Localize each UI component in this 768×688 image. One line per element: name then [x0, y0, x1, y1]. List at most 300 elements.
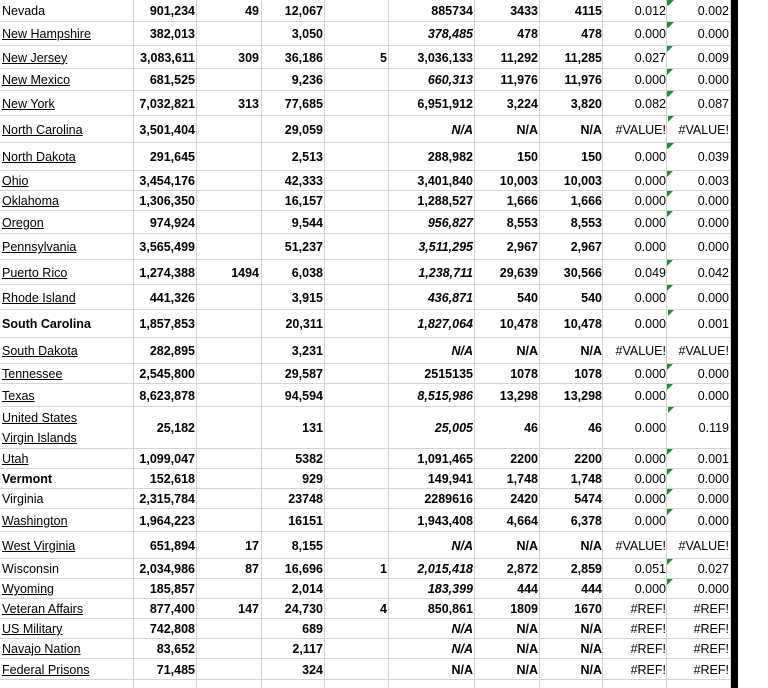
- value-cell-c4[interactable]: [325, 285, 387, 310]
- value-cell-c3[interactable]: 29,587: [284, 367, 323, 381]
- value-cell-c1[interactable]: 152,618: [149, 472, 195, 486]
- row-name-cell[interactable]: [2, 22, 132, 46]
- value-cell-c6[interactable]: 3433: [510, 4, 538, 18]
- value-cell-c6[interactable]: N/A: [516, 642, 538, 656]
- value-cell-c8[interactable]: 0.000: [634, 73, 666, 87]
- value-cell-c9[interactable]: #REF!: [693, 642, 729, 656]
- value-cell-c2[interactable]: [198, 407, 259, 449]
- row-name-cell[interactable]: [2, 211, 132, 234]
- value-cell-c2[interactable]: [198, 310, 259, 338]
- table-row[interactable]: [0, 407, 731, 449]
- value-cell-c4[interactable]: 5: [380, 50, 387, 65]
- value-cell-c4[interactable]: [325, 489, 387, 509]
- value-cell-c3[interactable]: 2,117: [292, 642, 323, 656]
- value-cell-c1[interactable]: 25,182: [156, 421, 195, 435]
- value-cell-c6[interactable]: 10,003: [499, 174, 538, 188]
- value-cell-c4[interactable]: [325, 22, 387, 46]
- value-cell-c3[interactable]: 2,014: [291, 582, 323, 596]
- value-cell-c1[interactable]: 742,808: [149, 622, 195, 636]
- value-cell-c1[interactable]: 291,645: [149, 150, 195, 164]
- value-cell-c6[interactable]: 3,224: [506, 96, 538, 111]
- value-cell-c8[interactable]: 0.049: [634, 265, 666, 280]
- row-name-cell[interactable]: [2, 116, 132, 143]
- table-row[interactable]: [0, 338, 731, 364]
- value-cell-c5[interactable]: 2,015,418: [417, 562, 473, 576]
- value-cell-c8[interactable]: 0.000: [634, 367, 666, 381]
- value-cell-c5[interactable]: 436,871: [427, 290, 473, 305]
- value-cell-c9[interactable]: 0.003: [697, 174, 729, 188]
- value-cell-c1[interactable]: 83,652: [156, 642, 195, 656]
- value-cell-c2[interactable]: 313: [238, 96, 259, 111]
- value-cell-c3[interactable]: 29,059: [284, 122, 323, 137]
- value-cell-c4[interactable]: [325, 234, 387, 260]
- value-cell-c9[interactable]: 0.000: [697, 215, 729, 230]
- value-cell-c5[interactable]: 183,399: [427, 582, 473, 596]
- value-cell-c5[interactable]: N/A: [451, 538, 473, 553]
- value-cell-c4[interactable]: [325, 91, 387, 116]
- value-cell-c5[interactable]: 6,951,912: [417, 96, 473, 111]
- value-cell-c8[interactable]: 0.000: [634, 27, 666, 41]
- value-cell-c3[interactable]: 3,231: [291, 344, 323, 358]
- value-cell-c6[interactable]: 2200: [510, 452, 538, 466]
- table-row[interactable]: [0, 285, 731, 310]
- value-cell-c7[interactable]: N/A: [580, 538, 602, 553]
- value-cell-c2[interactable]: [198, 659, 259, 680]
- value-cell-c9[interactable]: 0.001: [697, 317, 729, 331]
- value-cell-c9[interactable]: 0.000: [697, 472, 729, 486]
- value-cell-c9[interactable]: 0.000: [697, 513, 729, 528]
- value-cell-c8[interactable]: #VALUE!: [615, 122, 666, 137]
- value-cell-c5[interactable]: N/A: [451, 662, 473, 677]
- value-cell-c3[interactable]: 42,333: [284, 174, 323, 188]
- value-cell-c9[interactable]: 0.000: [697, 582, 729, 596]
- value-cell-c1[interactable]: 1,099,047: [139, 452, 195, 466]
- value-cell-c1[interactable]: 3,454,176: [139, 174, 195, 188]
- table-row[interactable]: [0, 384, 731, 407]
- value-cell-c7[interactable]: N/A: [580, 122, 602, 137]
- value-cell-c2[interactable]: [198, 234, 259, 260]
- row-name-cell[interactable]: [2, 191, 132, 211]
- table-row[interactable]: [0, 532, 731, 559]
- row-name[interactable]: New Mexico: [2, 73, 71, 87]
- value-cell-c8[interactable]: 0.000: [634, 421, 666, 435]
- row-name-cell[interactable]: [2, 532, 132, 559]
- row-name[interactable]: US Military: [2, 622, 63, 636]
- value-cell-c2[interactable]: [198, 211, 259, 234]
- value-cell-c6[interactable]: N/A: [516, 538, 538, 553]
- value-cell-c7[interactable]: 11,285: [564, 50, 602, 65]
- value-cell-c3[interactable]: 3,050: [291, 27, 323, 41]
- value-cell-c6[interactable]: N/A: [516, 662, 538, 677]
- value-cell-c3[interactable]: 9,544: [291, 215, 323, 230]
- value-cell-c1[interactable]: 901,234: [149, 4, 195, 18]
- value-cell-c7[interactable]: 478: [581, 27, 602, 41]
- value-cell-c2[interactable]: [198, 469, 259, 489]
- row-name-cell[interactable]: [2, 46, 132, 69]
- value-cell-c3[interactable]: 77,685: [284, 96, 323, 111]
- value-cell-c2[interactable]: 147: [238, 602, 259, 616]
- value-cell-c2[interactable]: [198, 619, 259, 639]
- row-name-cell[interactable]: [2, 364, 132, 384]
- value-cell-c1[interactable]: 7,032,821: [139, 96, 195, 111]
- value-cell-c3[interactable]: 12,067: [284, 4, 323, 18]
- value-cell-c9[interactable]: 0.000: [697, 194, 729, 208]
- value-cell-c9[interactable]: 0.000: [697, 290, 729, 305]
- value-cell-c7[interactable]: 3,820: [570, 96, 602, 111]
- row-name-cell[interactable]: [2, 579, 132, 599]
- value-cell-c6[interactable]: 8,553: [506, 215, 538, 230]
- value-cell-c6[interactable]: 1078: [510, 367, 538, 381]
- row-name-cell[interactable]: [2, 384, 132, 407]
- value-cell-c2[interactable]: [198, 364, 259, 384]
- value-cell-c3[interactable]: 51,237: [284, 240, 323, 254]
- value-cell-c1[interactable]: 282,895: [149, 344, 195, 358]
- value-cell-c9[interactable]: 0.087: [697, 96, 729, 111]
- table-row[interactable]: [0, 639, 731, 659]
- row-name[interactable]: Washington: [2, 513, 68, 528]
- value-cell-c9[interactable]: 0.002: [697, 4, 729, 18]
- value-cell-c5[interactable]: N/A: [451, 622, 473, 636]
- value-cell-c8[interactable]: 0.000: [634, 215, 666, 230]
- value-cell-c2[interactable]: [198, 143, 259, 171]
- value-cell-c8[interactable]: #REF!: [630, 622, 666, 636]
- value-cell-c2[interactable]: [198, 171, 259, 191]
- value-cell-c4[interactable]: [325, 619, 387, 639]
- value-cell-c6[interactable]: 29,639: [499, 265, 538, 280]
- value-cell-c9[interactable]: #REF!: [693, 662, 729, 677]
- table-row[interactable]: [0, 619, 731, 639]
- value-cell-c7[interactable]: 13,298: [563, 388, 602, 403]
- value-cell-c6[interactable]: 2,872: [506, 562, 538, 576]
- value-cell-c9[interactable]: 0.001: [697, 452, 729, 466]
- value-cell-c7[interactable]: 8,553: [570, 215, 602, 230]
- value-cell-c3[interactable]: 8,155: [291, 538, 323, 553]
- row-name[interactable]: North Carolina: [2, 122, 83, 137]
- value-cell-c3[interactable]: 16151: [288, 513, 323, 528]
- value-cell-c8[interactable]: 0.000: [634, 452, 666, 466]
- value-cell-c4[interactable]: [325, 116, 387, 143]
- row-name[interactable]: United States: [2, 411, 78, 425]
- value-cell-c8[interactable]: #VALUE!: [615, 538, 666, 553]
- row-name-cell[interactable]: [2, 91, 132, 116]
- table-row[interactable]: [0, 69, 731, 91]
- row-name[interactable]: New Jersey: [2, 50, 68, 65]
- value-cell-c4[interactable]: [325, 260, 387, 285]
- value-cell-c2[interactable]: [198, 489, 259, 509]
- value-cell-c8[interactable]: 0.051: [634, 562, 666, 576]
- value-cell-c6[interactable]: 11,976: [500, 73, 538, 87]
- value-cell-c2[interactable]: [198, 285, 259, 310]
- value-cell-c5[interactable]: 660,313: [427, 73, 473, 87]
- row-name[interactable]: Utah: [2, 452, 29, 466]
- row-name-cell[interactable]: [2, 619, 132, 639]
- value-cell-c7[interactable]: N/A: [580, 344, 602, 358]
- value-cell-c2[interactable]: 1494: [231, 265, 259, 280]
- table-row[interactable]: [0, 260, 731, 285]
- value-cell-c7[interactable]: N/A: [580, 662, 602, 677]
- value-cell-c1[interactable]: 3,501,404: [139, 122, 195, 137]
- value-cell-c6[interactable]: 444: [517, 582, 538, 596]
- value-cell-c5[interactable]: 1,288,527: [417, 194, 473, 208]
- value-cell-c1[interactable]: 3,565,499: [139, 240, 195, 254]
- value-cell-c4[interactable]: [325, 310, 387, 338]
- value-cell-c7[interactable]: 150: [581, 150, 602, 164]
- value-cell-c2[interactable]: [198, 449, 259, 469]
- value-cell-c1[interactable]: 1,306,350: [139, 194, 195, 208]
- value-cell-c3[interactable]: 36,186: [284, 50, 323, 65]
- table-row[interactable]: [0, 211, 731, 234]
- value-cell-c8[interactable]: 0.082: [634, 96, 666, 111]
- row-name[interactable]: Puerto Rico: [2, 265, 68, 280]
- value-cell-c1[interactable]: 974,924: [149, 215, 195, 230]
- table-row[interactable]: [0, 364, 731, 384]
- row-name-cell[interactable]: [2, 171, 132, 191]
- value-cell-c2[interactable]: [198, 69, 259, 91]
- value-cell-c6[interactable]: N/A: [516, 344, 538, 358]
- row-name-cell[interactable]: [2, 285, 132, 310]
- value-cell-c3[interactable]: 689: [302, 622, 323, 636]
- table-row[interactable]: [0, 469, 731, 489]
- value-cell-c5[interactable]: 8,515,986: [417, 388, 473, 403]
- value-cell-c8[interactable]: 0.000: [634, 388, 666, 403]
- value-cell-c1[interactable]: 1,964,223: [139, 513, 195, 528]
- value-cell-c8[interactable]: #REF!: [630, 602, 666, 616]
- value-cell-c6[interactable]: 11,292: [500, 50, 538, 65]
- value-cell-c2[interactable]: [198, 116, 259, 143]
- value-cell-c4[interactable]: [325, 384, 387, 407]
- value-cell-c7[interactable]: 46: [588, 421, 602, 435]
- value-cell-c5[interactable]: 1,827,064: [417, 317, 473, 331]
- value-cell-c2[interactable]: 87: [245, 562, 259, 576]
- value-cell-c8[interactable]: 0.000: [634, 492, 666, 506]
- value-cell-c9[interactable]: 0.009: [697, 50, 729, 65]
- value-cell-c7[interactable]: 2200: [574, 452, 602, 466]
- value-cell-c3[interactable]: 16,696: [284, 562, 323, 576]
- value-cell-c1[interactable]: 3,083,611: [140, 50, 195, 65]
- value-cell-c4[interactable]: [325, 469, 387, 489]
- row-name-cell[interactable]: [2, 407, 132, 449]
- value-cell-c9[interactable]: #VALUE!: [678, 122, 729, 137]
- table-row[interactable]: [0, 22, 731, 46]
- value-cell-c4[interactable]: 1: [380, 562, 387, 576]
- value-cell-c7[interactable]: 11,976: [564, 73, 602, 87]
- value-cell-c7[interactable]: N/A: [580, 642, 602, 656]
- row-name[interactable]: Ohio: [2, 174, 29, 188]
- value-cell-c5[interactable]: 378,485: [427, 27, 473, 41]
- value-cell-c1[interactable]: 185,857: [149, 582, 195, 596]
- value-cell-c2[interactable]: 309: [238, 50, 259, 65]
- value-cell-c6[interactable]: 150: [517, 150, 538, 164]
- value-cell-c3[interactable]: 16,157: [284, 194, 323, 208]
- table-row[interactable]: [0, 171, 731, 191]
- value-cell-c8[interactable]: 0.000: [634, 513, 666, 528]
- value-cell-c4[interactable]: [325, 449, 387, 469]
- row-name[interactable]: South Dakota: [2, 344, 78, 358]
- value-cell-c3[interactable]: 929: [302, 472, 323, 486]
- row-name[interactable]: Texas: [2, 388, 35, 403]
- value-cell-c8[interactable]: 0.000: [634, 150, 666, 164]
- value-cell-c2[interactable]: [198, 191, 259, 211]
- value-cell-c4[interactable]: [325, 659, 387, 680]
- value-cell-c2[interactable]: [198, 338, 259, 364]
- table-row[interactable]: [0, 489, 731, 509]
- row-name[interactable]: Pennsylvania: [2, 240, 77, 254]
- value-cell-c8[interactable]: 0.000: [634, 317, 666, 331]
- value-cell-c5[interactable]: N/A: [451, 122, 473, 137]
- value-cell-c7[interactable]: 1,748: [570, 472, 602, 486]
- table-row[interactable]: [0, 46, 731, 69]
- value-cell-c7[interactable]: 10,003: [563, 174, 602, 188]
- value-cell-c3[interactable]: 23748: [288, 492, 323, 506]
- value-cell-c6[interactable]: 13,298: [499, 388, 538, 403]
- value-cell-c7[interactable]: 1,666: [570, 194, 602, 208]
- value-cell-c9[interactable]: 0.039: [697, 150, 729, 164]
- value-cell-c5[interactable]: 3,511,295: [418, 240, 473, 254]
- value-cell-c9[interactable]: #VALUE!: [678, 344, 729, 358]
- value-cell-c5[interactable]: 25,005: [434, 421, 473, 435]
- value-cell-c6[interactable]: 46: [524, 421, 538, 435]
- table-row[interactable]: [0, 116, 731, 143]
- value-cell-c7[interactable]: 2,967: [570, 240, 602, 254]
- row-name-cell[interactable]: [2, 599, 132, 619]
- table-row[interactable]: [0, 91, 731, 116]
- value-cell-c7[interactable]: 1670: [574, 602, 602, 616]
- value-cell-c4[interactable]: [325, 143, 387, 171]
- value-cell-c1[interactable]: 2,034,986: [139, 562, 195, 576]
- row-name[interactable]: Oklahoma: [2, 194, 59, 208]
- row-name-cell[interactable]: [2, 69, 132, 91]
- value-cell-c5[interactable]: 885734: [431, 4, 473, 18]
- value-cell-c5[interactable]: 1,091,465: [417, 452, 473, 466]
- value-cell-c4[interactable]: [325, 532, 387, 559]
- value-cell-c9[interactable]: #REF!: [693, 602, 729, 616]
- value-cell-c5[interactable]: 3,036,133: [417, 50, 473, 65]
- table-row[interactable]: [0, 579, 731, 599]
- value-cell-c9[interactable]: #REF!: [693, 622, 729, 636]
- value-cell-c9[interactable]: 0.000: [697, 73, 729, 87]
- table-row[interactable]: [0, 310, 731, 338]
- value-cell-c7[interactable]: 4115: [574, 4, 602, 18]
- table-row[interactable]: [0, 143, 731, 171]
- value-cell-c7[interactable]: 10,478: [563, 317, 602, 331]
- value-cell-c1[interactable]: 382,013: [149, 27, 195, 41]
- value-cell-c6[interactable]: 540: [517, 290, 538, 305]
- value-cell-c8[interactable]: 0.000: [634, 240, 666, 254]
- row-name[interactable]: Wyoming: [2, 582, 54, 596]
- value-cell-c8[interactable]: #VALUE!: [615, 344, 666, 358]
- value-cell-c6[interactable]: 1809: [510, 602, 538, 616]
- table-row[interactable]: [0, 599, 731, 619]
- value-cell-c2[interactable]: [198, 639, 259, 659]
- row-name[interactable]: West Virginia: [2, 538, 76, 553]
- value-cell-c7[interactable]: 1078: [574, 367, 602, 381]
- value-cell-c4[interactable]: [325, 171, 387, 191]
- value-cell-c6[interactable]: 1,666: [506, 194, 538, 208]
- value-cell-c6[interactable]: N/A: [516, 122, 538, 137]
- value-cell-c9[interactable]: 0.042: [697, 265, 729, 280]
- value-cell-c7[interactable]: 5474: [574, 492, 602, 506]
- value-cell-c4[interactable]: [325, 579, 387, 599]
- value-cell-c7[interactable]: 30,566: [563, 265, 602, 280]
- value-cell-c3[interactable]: 5382: [295, 452, 323, 466]
- value-cell-c6[interactable]: 2420: [510, 492, 538, 506]
- value-cell-c6[interactable]: 10,478: [499, 317, 538, 331]
- value-cell-c9[interactable]: 0.000: [697, 367, 729, 381]
- value-cell-c5[interactable]: N/A: [451, 642, 473, 656]
- value-cell-c5[interactable]: 1,943,408: [417, 513, 473, 528]
- row-name[interactable]: North Dakota: [2, 150, 76, 164]
- value-cell-c5[interactable]: N/A: [451, 344, 473, 358]
- value-cell-c1[interactable]: 441,326: [149, 290, 195, 305]
- value-cell-c1[interactable]: 1,857,853: [139, 317, 195, 331]
- value-cell-c3[interactable]: 9,236: [291, 73, 323, 87]
- table-row[interactable]: [0, 234, 731, 260]
- value-cell-c8[interactable]: 0.027: [634, 50, 666, 65]
- value-cell-c1[interactable]: 8,623,878: [139, 388, 195, 403]
- row-name-cell[interactable]: [2, 338, 132, 364]
- value-cell-c8[interactable]: #REF!: [630, 642, 666, 656]
- row-name-cell[interactable]: [2, 234, 132, 260]
- value-cell-c2[interactable]: [198, 509, 259, 532]
- value-cell-c5[interactable]: 2289616: [424, 492, 473, 506]
- row-name-continued[interactable]: Virgin Islands: [2, 431, 77, 445]
- value-cell-c6[interactable]: 2,967: [506, 240, 538, 254]
- value-cell-c3[interactable]: 6,038: [291, 265, 323, 280]
- value-cell-c6[interactable]: N/A: [516, 622, 538, 636]
- value-cell-c5[interactable]: 956,827: [427, 215, 473, 230]
- value-cell-c9[interactable]: 0.119: [698, 421, 729, 435]
- value-cell-c8[interactable]: 0.000: [634, 174, 666, 188]
- value-cell-c5[interactable]: 3,401,840: [417, 174, 473, 188]
- row-name[interactable]: New Hampshire: [2, 27, 91, 41]
- value-cell-c1[interactable]: 877,400: [149, 602, 195, 616]
- value-cell-c8[interactable]: 0.000: [634, 472, 666, 486]
- row-name-cell[interactable]: [2, 639, 132, 659]
- value-cell-c6[interactable]: 4,664: [506, 513, 538, 528]
- value-cell-c4[interactable]: [325, 338, 387, 364]
- value-cell-c6[interactable]: 1,748: [506, 472, 538, 486]
- value-cell-c9[interactable]: #VALUE!: [678, 538, 729, 553]
- value-cell-c4[interactable]: [325, 509, 387, 532]
- value-cell-c2[interactable]: 49: [245, 4, 259, 18]
- value-cell-c4[interactable]: 4: [380, 602, 387, 616]
- row-name-cell[interactable]: [2, 659, 132, 680]
- value-cell-c5[interactable]: 149,941: [427, 472, 473, 486]
- value-cell-c5[interactable]: 2515135: [424, 367, 473, 381]
- value-cell-c2[interactable]: [198, 384, 259, 407]
- row-name[interactable]: Rhode Island: [2, 290, 76, 305]
- row-name[interactable]: Veteran Affairs: [2, 602, 84, 616]
- value-cell-c3[interactable]: 324: [302, 662, 323, 677]
- value-cell-c2[interactable]: [198, 22, 259, 46]
- value-cell-c3[interactable]: 24,730: [284, 602, 323, 616]
- value-cell-c3[interactable]: 3,915: [291, 290, 323, 305]
- value-cell-c8[interactable]: 0.000: [634, 582, 666, 596]
- row-name[interactable]: Federal Prisons: [2, 662, 90, 677]
- value-cell-c4[interactable]: [325, 211, 387, 234]
- value-cell-c2[interactable]: [198, 579, 259, 599]
- value-cell-c5[interactable]: 1,238,711: [418, 265, 473, 280]
- value-cell-c9[interactable]: 0.000: [697, 492, 729, 506]
- value-cell-c4[interactable]: [325, 191, 387, 211]
- value-cell-c7[interactable]: 6,378: [570, 513, 602, 528]
- value-cell-c4[interactable]: [325, 639, 387, 659]
- row-name[interactable]: Tennessee: [2, 367, 63, 381]
- row-name-cell[interactable]: [2, 260, 132, 285]
- value-cell-c8[interactable]: 0.012: [634, 4, 666, 18]
- row-name[interactable]: Navajo Nation: [2, 642, 81, 656]
- value-cell-c7[interactable]: N/A: [580, 622, 602, 636]
